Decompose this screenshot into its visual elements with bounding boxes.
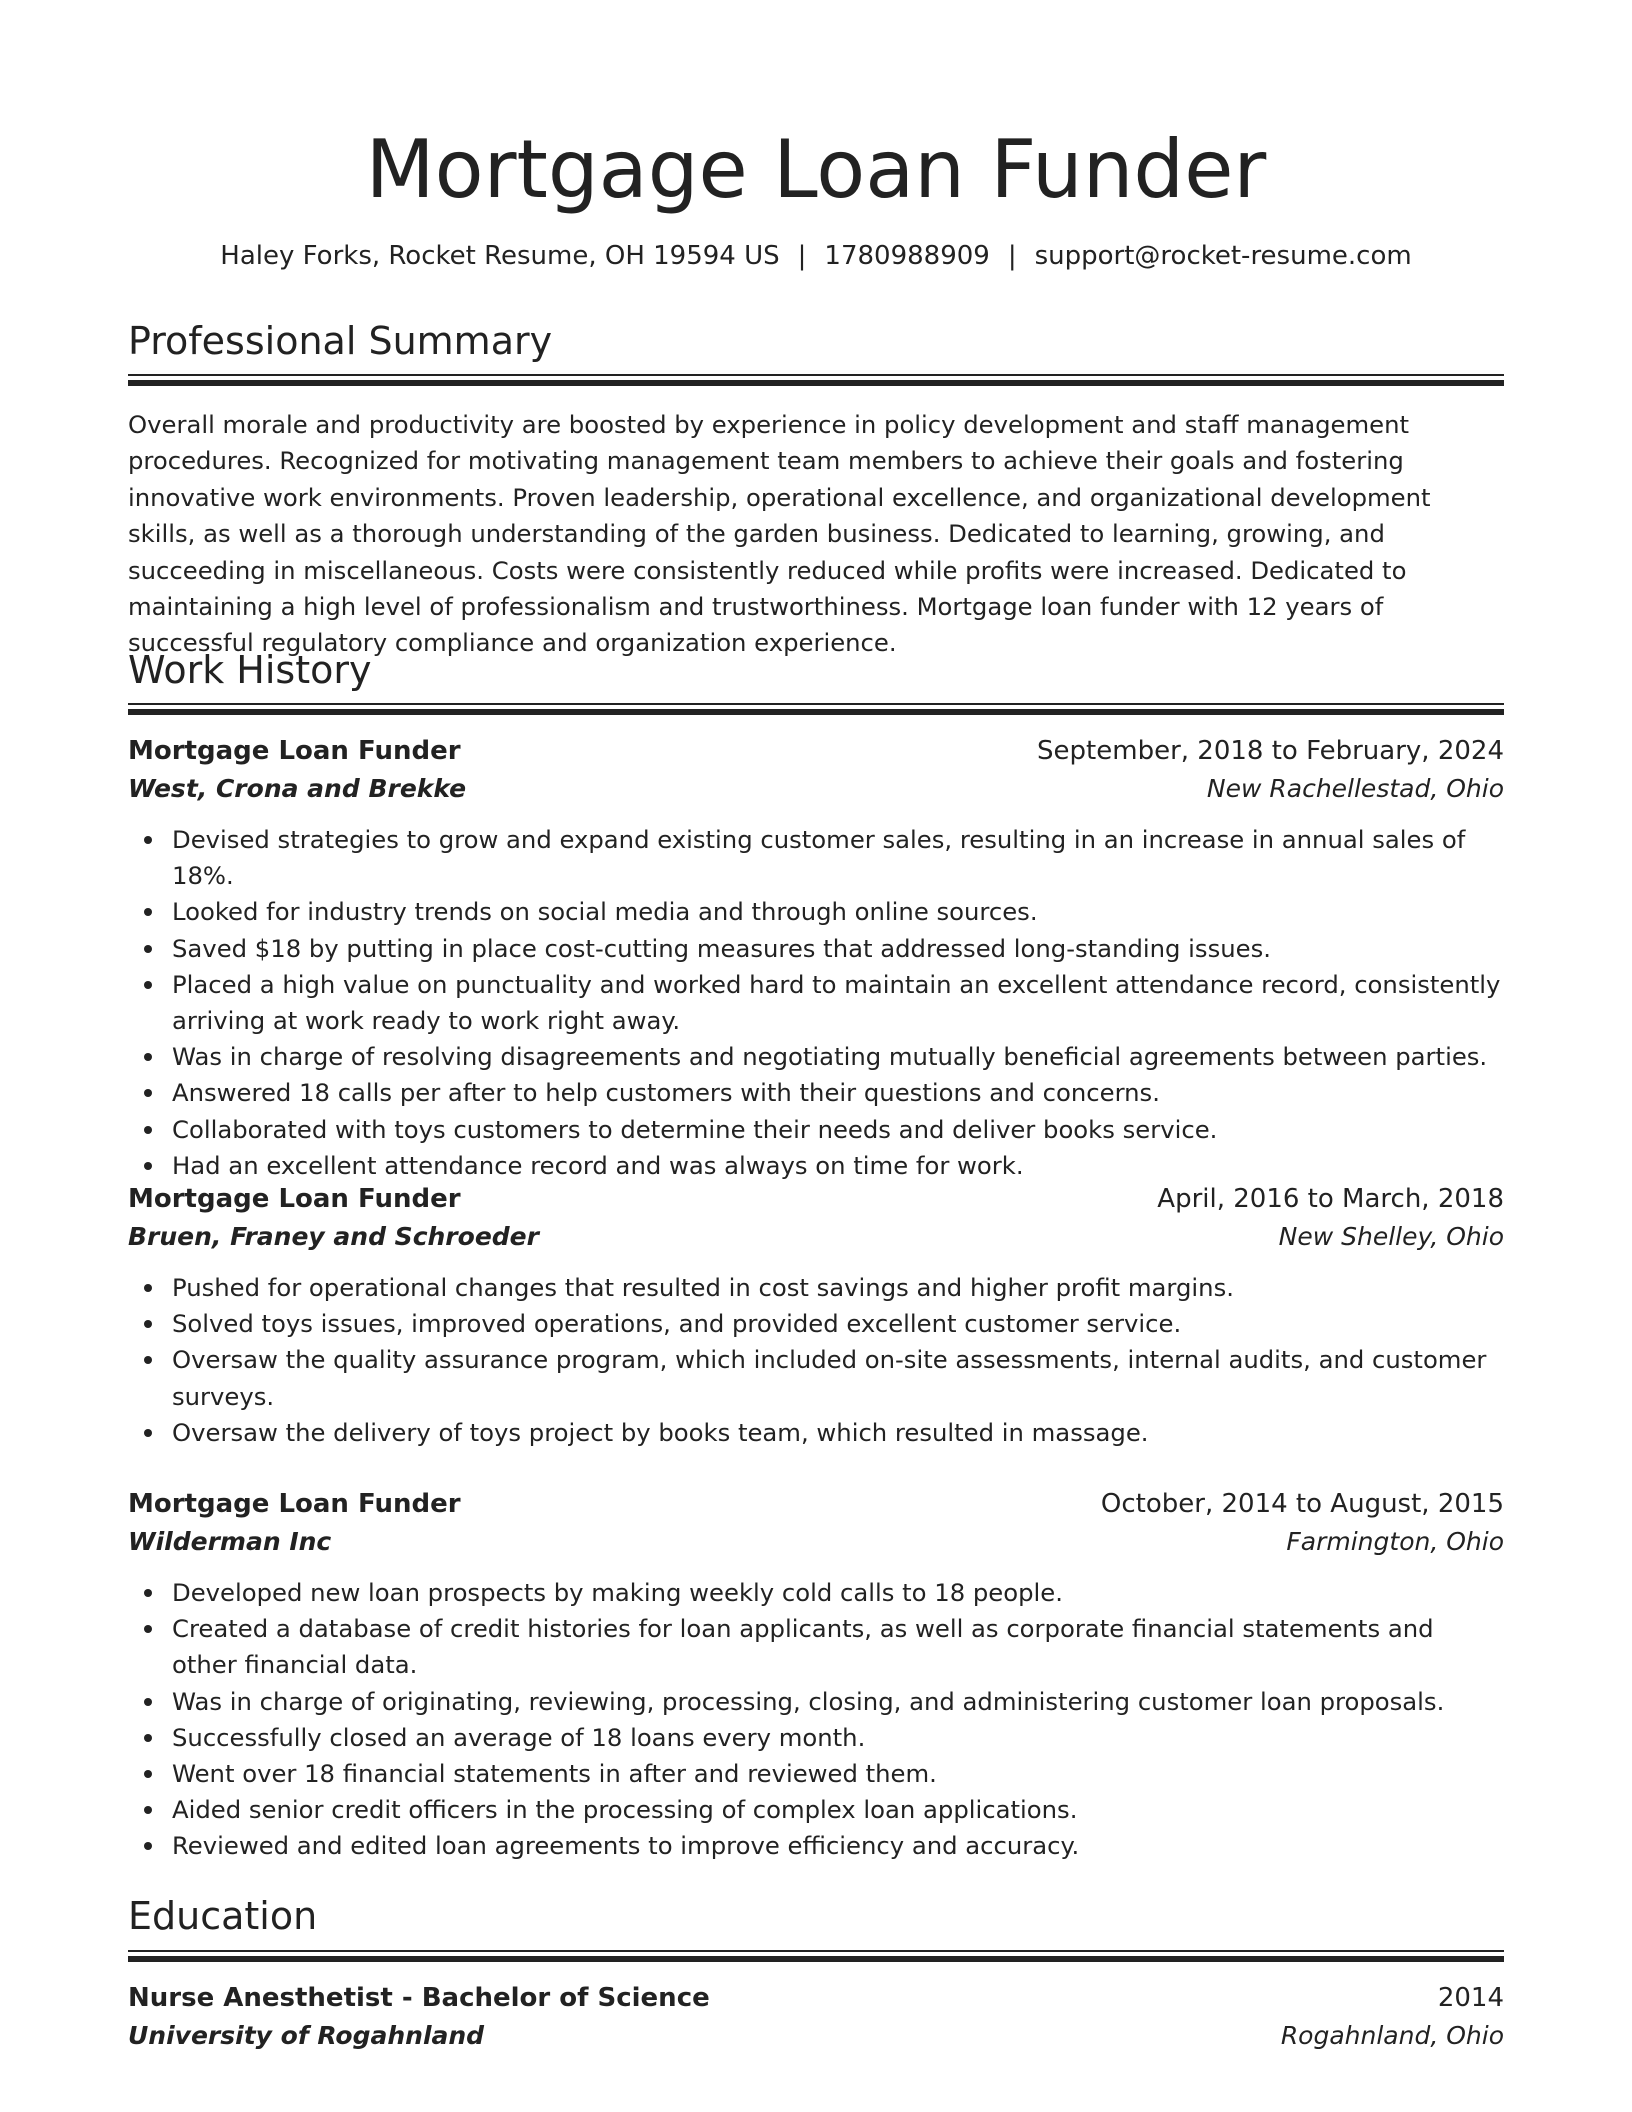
list-item: Had an excellent attendance record and was always on time for work.: [172, 1148, 1504, 1184]
job-entry: [128, 1485, 1504, 1865]
section-title-work-history: Work History: [128, 648, 372, 692]
job-location: New Shelley, Ohio: [1278, 1222, 1504, 1251]
job-location: Farmington, Ohio: [1286, 1527, 1504, 1556]
job-entry: [128, 1180, 1504, 1451]
education-entry: [128, 1979, 1504, 2055]
section-title-summary: Professional Summary: [128, 319, 553, 363]
list-item: Looked for industry trends on social media and through online sources.: [172, 894, 1504, 930]
contact-separator: |: [1007, 241, 1017, 271]
list-item: Went over 18 financial statements in after and reviewed them.: [172, 1756, 1504, 1792]
section-divider: [128, 703, 1504, 715]
list-item: Devised strategies to grow and expand existing customer sales, resulting in an increase in annual sales of 18%.: [172, 822, 1504, 894]
list-item: Oversaw the quality assurance program, which included on-site assessments, internal audits, and customer surveys.: [172, 1342, 1504, 1414]
list-item: Aided senior credit officers in the processing of complex loan applications.: [172, 1792, 1504, 1828]
job-title: Mortgage Loan Funder: [128, 736, 461, 766]
list-item: Developed new loan prospects by making weekly cold calls to 18 people.: [172, 1575, 1504, 1611]
list-item: Oversaw the delivery of toys project by books team, which resulted in massage.: [172, 1415, 1504, 1451]
contact-line: [128, 238, 1504, 274]
job-dates: April, 2016 to March, 2018: [1157, 1184, 1504, 1214]
contact-separator: |: [797, 241, 807, 271]
list-item: Answered 18 calls per after to help customers with their questions and concerns.: [172, 1075, 1504, 1111]
list-item: Pushed for operational changes that resulted in cost savings and higher profit margins.: [172, 1270, 1504, 1306]
contact-address: Haley Forks, Rocket Resume, OH 19594 US: [220, 241, 780, 271]
list-item: Placed a high value on punctuality and worked hard to maintain an excellent attendance record, consistently arriving at work ready to work right away.: [172, 967, 1504, 1039]
contact-phone: 1780988909: [824, 241, 990, 271]
job-company: West, Crona and Brekke: [128, 774, 467, 803]
section-divider: [128, 374, 1504, 386]
education-degree: Nurse Anesthetist - Bachelor of Science: [128, 1983, 710, 2013]
job-entry: [128, 732, 1504, 1184]
summary-text: Overall morale and productivity are boosted by experience in policy development and staff management procedures. Recognized for motivating management team members to achieve their goals and fostering innovative work environments. Proven leadership, operational excellence, and organizational development skills, as well as a thorough understanding of the garden business. Dedicated to learning, growing, and succeeding in miscellaneous. Costs were consistently reduced while profits were increased. Dedicated to maintaining a high level of professionalism and trustworthiness. Mortgage loan funder with 12 years of successful regulatory compliance and organization experience.: [128, 410, 1431, 658]
list-item: Created a database of credit histories for loan applicants, as well as corporate financial statements and other financial data.: [172, 1611, 1504, 1683]
education-year: 2014: [1437, 1983, 1504, 2013]
education-location: Rogahnland, Ohio: [1280, 2021, 1504, 2050]
job-bullets: [128, 1270, 1504, 1451]
list-item: Collaborated with toys customers to determine their needs and deliver books service.: [172, 1112, 1504, 1148]
contact-email: support@rocket-resume.com: [1034, 241, 1412, 271]
list-item: Reviewed and edited loan agreements to improve efficiency and accuracy.: [172, 1828, 1504, 1864]
section-title-education: Education: [128, 1894, 318, 1938]
job-company: Bruen, Franey and Schroeder: [128, 1222, 539, 1251]
job-bullets: [128, 822, 1504, 1184]
job-dates: October, 2014 to August, 2015: [1100, 1489, 1504, 1519]
section-divider: [128, 1950, 1504, 1962]
job-company: Wilderman Inc: [128, 1527, 332, 1556]
job-location: New Rachellestad, Ohio: [1206, 774, 1504, 803]
resume-name: Mortgage Loan Funder: [365, 123, 1267, 216]
list-item: Solved toys issues, improved operations, and provided excellent customer service.: [172, 1306, 1504, 1342]
job-title: Mortgage Loan Funder: [128, 1489, 461, 1519]
education-school: University of Rogahnland: [128, 2021, 485, 2050]
list-item: Was in charge of originating, reviewing, processing, closing, and administering customer loan proposals.: [172, 1684, 1504, 1720]
list-item: Saved $18 by putting in place cost-cutting measures that addressed long-standing issues.: [172, 931, 1504, 967]
job-title: Mortgage Loan Funder: [128, 1184, 461, 1214]
job-dates: September, 2018 to February, 2024: [1037, 736, 1504, 766]
list-item: Was in charge of resolving disagreements and negotiating mutually beneficial agreements between parties.: [172, 1039, 1504, 1075]
list-item: Successfully closed an average of 18 loans every month.: [172, 1720, 1504, 1756]
job-bullets: [128, 1575, 1504, 1865]
